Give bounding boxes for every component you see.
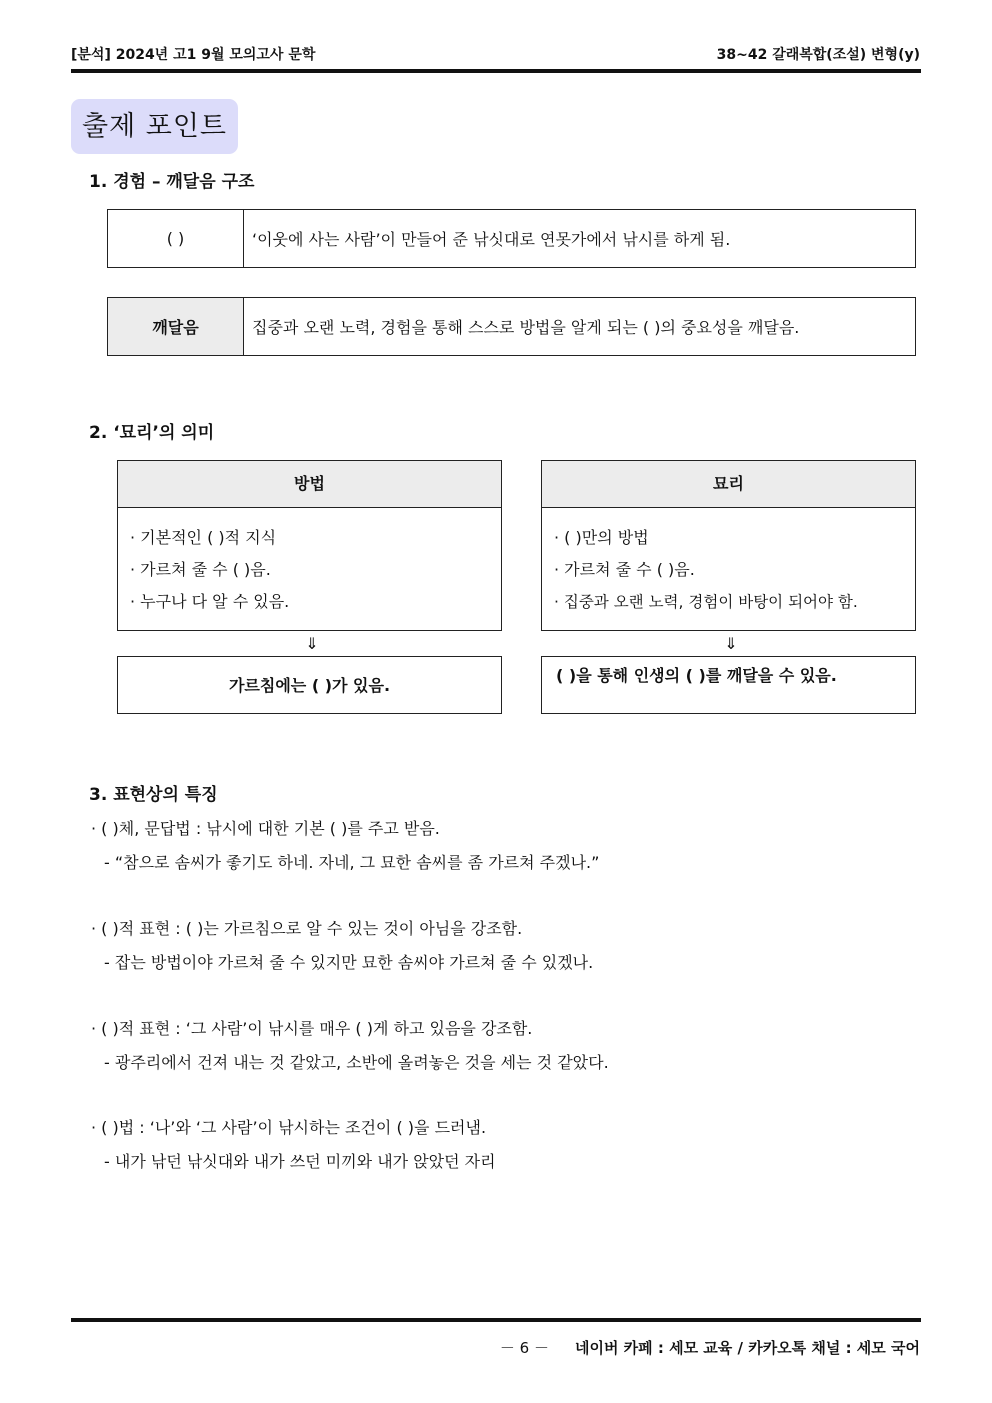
- list-item: · 가르쳐 줄 수 ( )음.: [130, 560, 271, 579]
- header-subtitle: 38~42 갈래복합(조설) 변형(y): [716, 47, 920, 63]
- section1-title: 1. 경험 – 깨달음 구조: [89, 172, 255, 192]
- myori-result: ( )을 통해 인생의 ( )를 깨달을 수 있음.: [541, 656, 916, 714]
- method-result: 가르침에는 ( )가 있음.: [117, 656, 502, 714]
- list-item: · 가르쳐 줄 수 ( )음.: [554, 560, 695, 579]
- method-list: [118, 508, 501, 622]
- feature-example: - “참으로 솜씨가 좋기도 하네. 자네, 그 묘한 솜씨를 좀 가르쳐 주겠나.”: [104, 853, 600, 872]
- method-card: [117, 460, 502, 631]
- realization-label: 깨달음: [108, 298, 244, 356]
- feature-example: - 내가 낚던 낚싯대와 내가 쓰던 미끼와 내가 앉았던 자리: [104, 1152, 496, 1171]
- feature-point: · ( )법 : ‘나’와 ‘그 사람’이 낚시하는 조건이 ( )을 드러냄.: [91, 1118, 487, 1137]
- header-rule: [71, 69, 921, 73]
- section-badge: 출제 포인트: [71, 99, 238, 154]
- myori-list: [542, 508, 915, 622]
- realization-row: [107, 297, 916, 356]
- feature-example: - 잡는 방법이야 가르쳐 줄 수 있지만 묘한 솜씨야 가르쳐 줄 수 있겠나.: [104, 953, 594, 972]
- footer-text: 네이버 카페 : 세모 교육 / 카카오톡 채널 : 세모 국어: [574, 1339, 920, 1357]
- feature-point: · ( )체, 문답법 : 낚시에 대한 기본 ( )를 주고 받음.: [91, 819, 440, 838]
- list-item: · 기본적인 ( )적 지식: [130, 528, 277, 547]
- list-item: · 집중과 오랜 노력, 경험이 바탕이 되어야 함.: [554, 593, 858, 611]
- list-item: · ( )만의 방법: [554, 528, 649, 547]
- feature-point: · ( )적 표현 : ‘그 사람’이 낚시를 매우 ( )게 하고 있음을 강조함.: [91, 1019, 533, 1038]
- section3-title: 3. 표현상의 특징: [89, 785, 218, 805]
- footer: [500, 1337, 920, 1358]
- section2-title: 2. ‘묘리’의 의미: [89, 423, 215, 443]
- experience-label: ( ): [108, 210, 244, 268]
- myori-card: [541, 460, 916, 631]
- down-arrow-icon: ⇓: [305, 634, 319, 653]
- list-item: · 누구나 다 알 수 있음.: [130, 592, 290, 611]
- footer-rule: [71, 1318, 921, 1322]
- feature-example: - 광주리에서 건져 내는 것 같았고, 소반에 올려놓은 것을 세는 것 같았다.: [104, 1053, 609, 1072]
- experience-row: [107, 209, 916, 268]
- myori-card-head: 묘리: [542, 461, 915, 508]
- method-card-head: 방법: [118, 461, 501, 508]
- page-number: － 6 －: [499, 1339, 549, 1357]
- experience-text: ‘이웃에 사는 사람’이 만들어 준 낚싯대로 연못가에서 낚시를 하게 됨.: [244, 210, 916, 268]
- feature-point: · ( )적 표현 : ( )는 가르침으로 알 수 있는 것이 아님을 강조함.: [91, 919, 523, 938]
- header-title: [분석] 2024년 고1 9월 모의고사 문학: [71, 47, 316, 63]
- down-arrow-icon: ⇓: [724, 634, 738, 653]
- realization-text: 집중과 오랜 노력, 경험을 통해 스스로 방법을 알게 되는 ( )의 중요성을 깨달음.: [244, 298, 916, 356]
